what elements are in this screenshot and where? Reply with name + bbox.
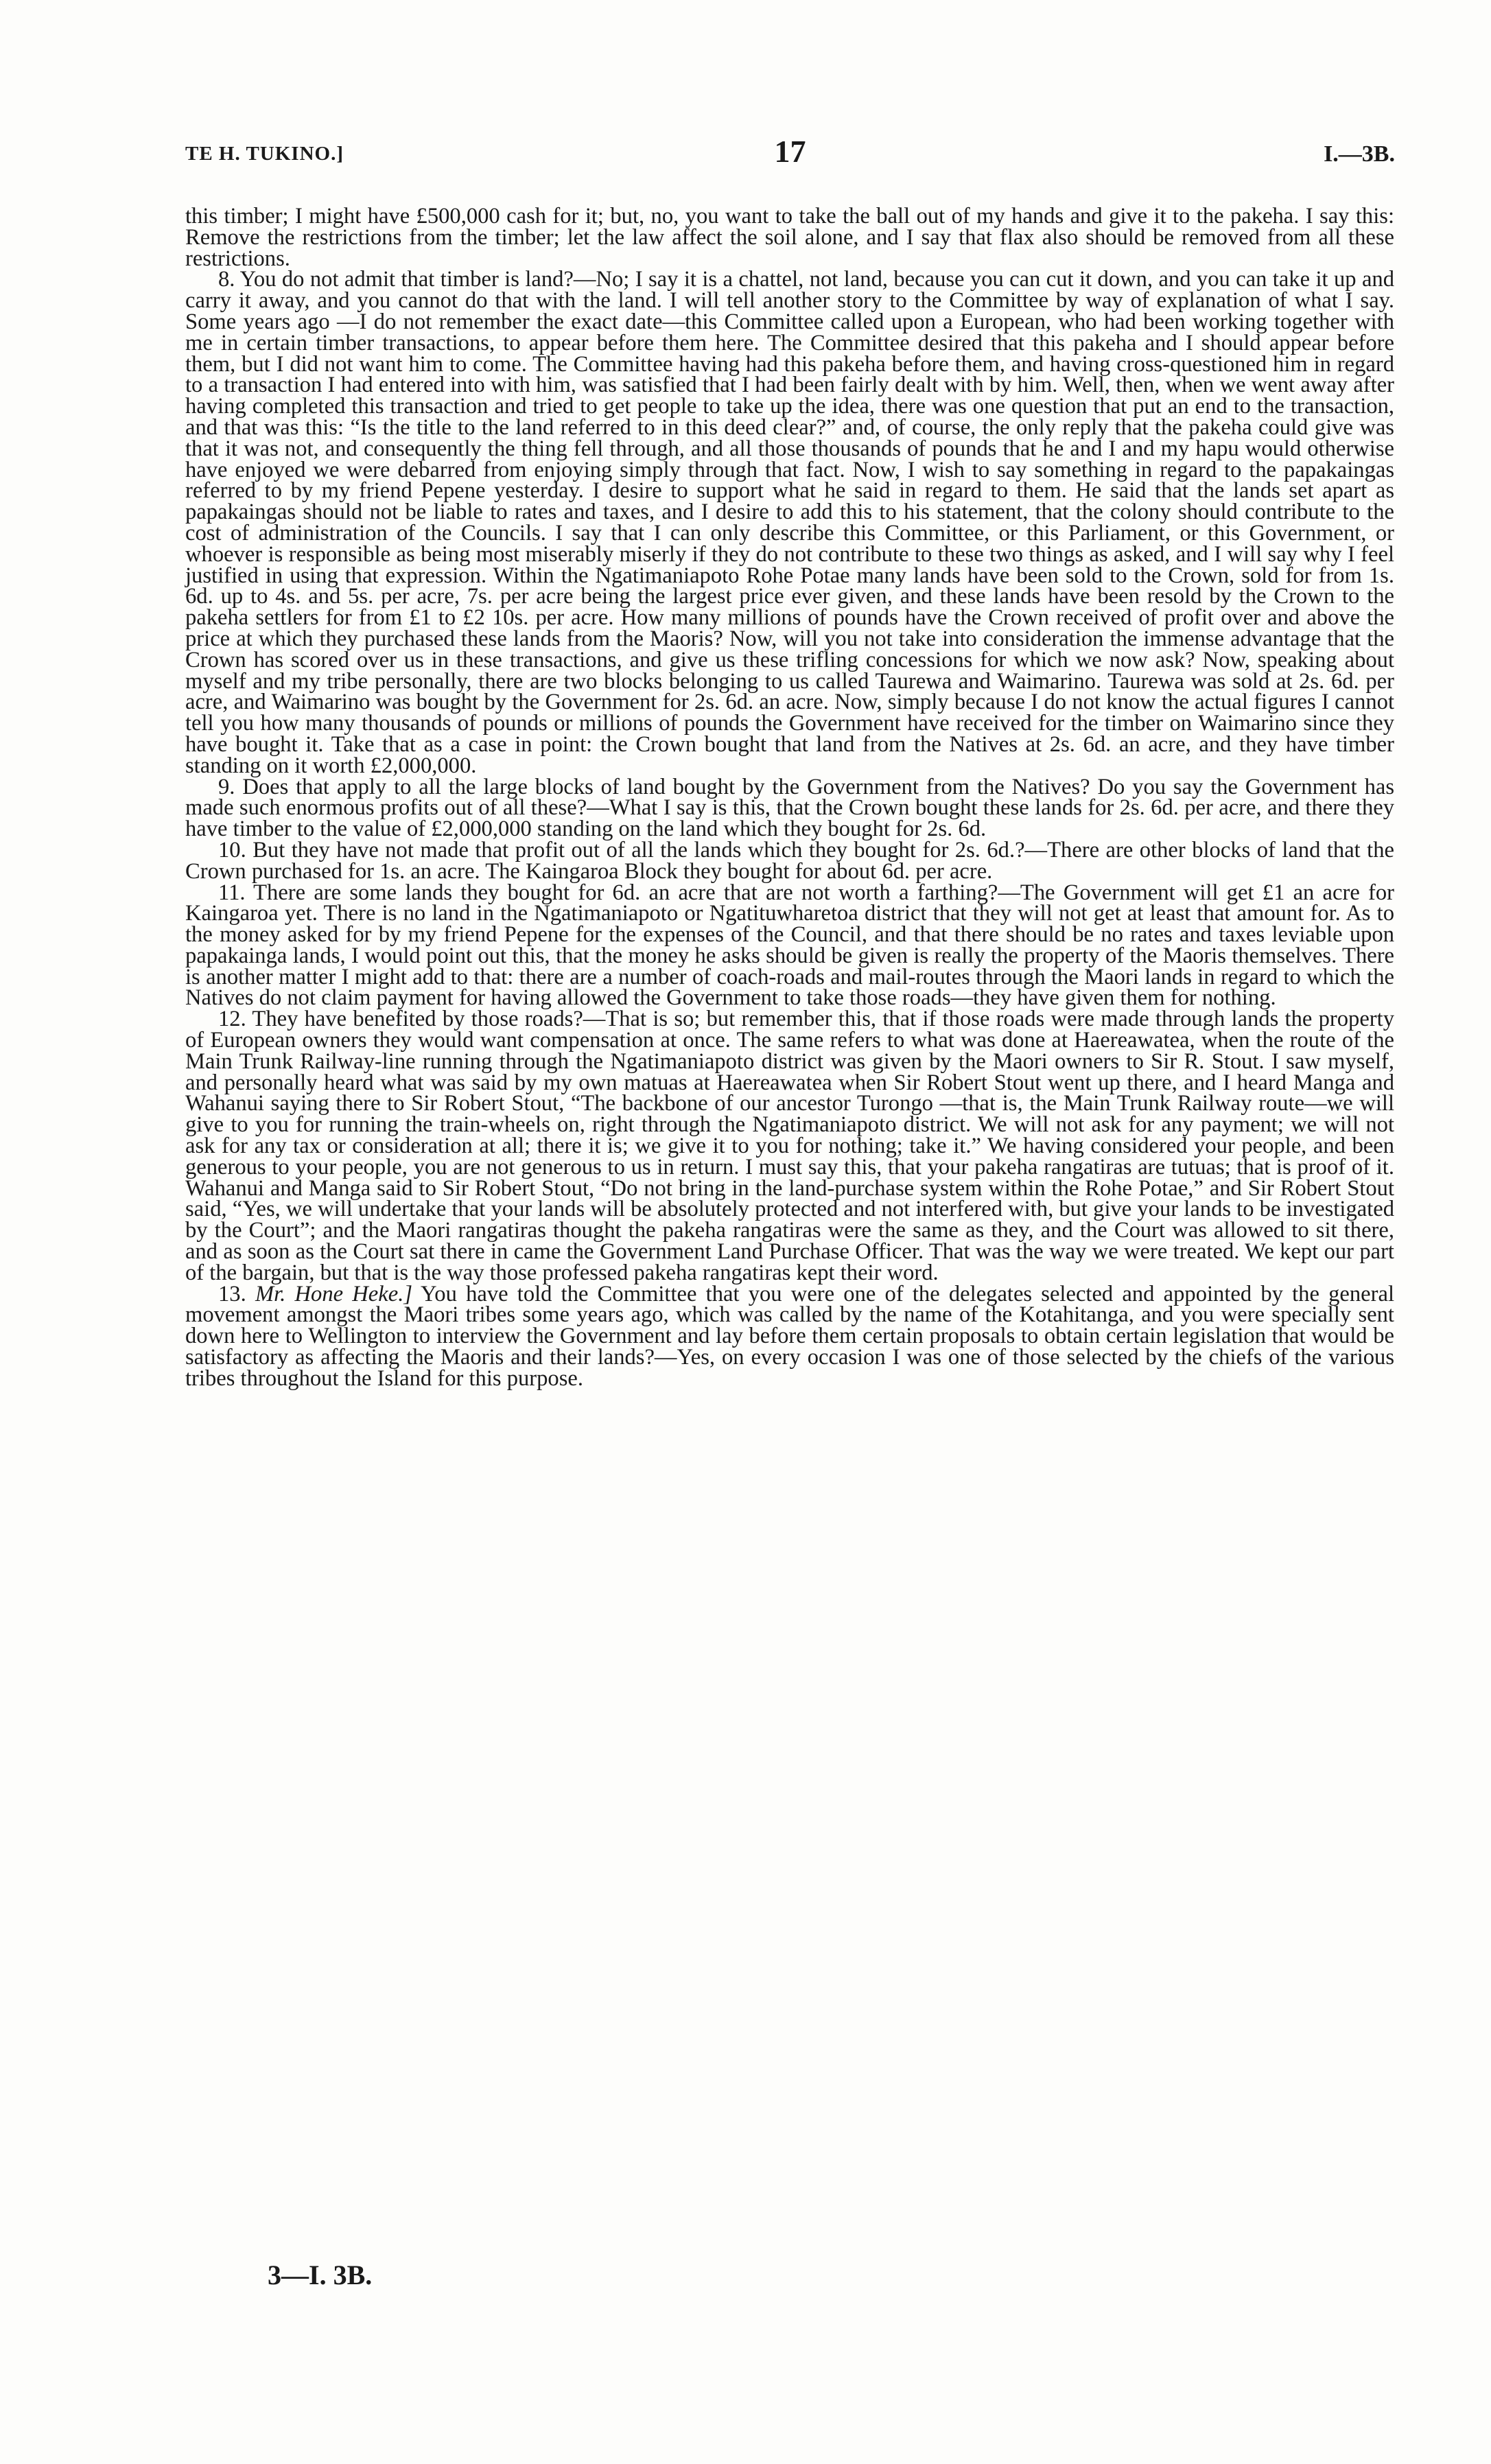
paragraph-text: You have told the Committee that you were one of the delegates selected and appointed by the general movement amongst the Maori tribes some years ago, which was called by the name of the Kotahitanga, and you were specially sent down here to Wellington to interview the Government and lay before them certain proposals to obtain certain legislation that would be satisfactory as affecting the Maoris and their lands?—Yes, on every occasion I was one of those selected by the chiefs of the various tribes throughout the Island for this purpose. [185, 1281, 1394, 1391]
question-13 [185, 1281, 1394, 1391]
page-header [185, 134, 1395, 178]
page-number: 17 [774, 134, 806, 169]
question-number: 9. [218, 774, 235, 799]
header-witness-name: TE H. TUKINO.] [185, 143, 344, 165]
paragraph-continuation [185, 206, 1394, 269]
question-8 [185, 269, 1394, 776]
question-number: 10. [218, 837, 246, 863]
question-number: 12. [218, 1007, 246, 1032]
paragraph-text: There are some lands they bought for 6d. an acre that are not worth a farthing?—The Government will get £1 an acre for Kaingaroa yet. There is no land in the Ngatimaniapoto or Ngatituwharetoa district that they will not get at least that amount for. As to the money asked for by my friend Pepene for the expenses of the Council, and that there should be no rates and taxes leviable upon papakainga lands, I would point out this, that the money he asks should be given is really the property of the Maoris themselves. There is another matter I might add to that: there are a number of coach-roads and mail-routes through the Maori lands in regard to which the Natives do not claim payment for having allowed the Government to take those roads—they have given them for nothing. [185, 880, 1394, 1011]
question-number: 11. [218, 880, 246, 905]
question-number: 8. [218, 267, 235, 292]
paragraph-text: Does that apply to all the large blocks of land bought by the Government from the Natives? Do you say the Government has made such enormous profits out of all these?—What I say is this, that the Crown bought these lands for 2s. 6d. per acre, and there they have timber to the value of £2,000,000 standing on the land which they bought for 2s. 6d. [185, 774, 1394, 842]
paragraph-text: this timber; I might have £500,000 cash for it; but, no, you want to take the ball out of my hands and give it to the pakeha. I say this: Remove the restrictions from the timber; let the law affect the soil alone, and I say that flax also should be removed from all these restrictions. [185, 204, 1394, 271]
question-number: 13. [218, 1281, 246, 1306]
paragraph-text: You do not admit that timber is land?—No; I say it is a chattel, not land, because you can cut it down, and you can take it up and carry it away, and you cannot do that with the land. I will tell another story to the Committee by way of explanation of what I say. Some years ago —I do not remember the exact date—this Committee called upon a European, who had been working together with me in certain timber transactions, to appear before them here. The Committee desired that this pakeha and I should appear before them, but I did not want him to come. The Committee having had this pakeha before them, and having cross-questioned him in regard to a transaction I had entered into with him, was satisfied that I had been fairly dealt with by him. Well, then, when we went away after having completed this transaction and tried to get people to take up the idea, there was one question that put an end to the transaction, and that was this: “Is the title to the land referred to in this deed clear?” and, of course, the only reply that the pakeha could give was that it was not, and consequently the thing fell through, and all those thousands of pounds that he and I and my hapu would otherwise have enjoyed we were debarred from enjoying simply through that fact. Now, I wish to say something in regard to the papakaingas referred to by my friend Pepene yesterday. I desire to support what he said in regard to them. He said that the lands set apart as papakaingas should not be liable to rates and taxes, and I desire to add this to his statement, that the colony should contribute to the cost of administration of the Councils. I say that I can only describe this Committee, or this Parliament, or this Government, or whoever is responsible as being most miserably miserly if they do not contribute to these two things as asked, and I will say why I feel justified in using that expression. Within the Ngatimaniapoto Rohe Potae many lands have been sold to the Crown, sold for from 1s. 6d. up to 4s. and 5s. per acre, 7s. per acre being the largest price ever given, and these lands have been resold by the Crown to the pakeha settlers for from £1 to £2 10s. per acre. How many millions of pounds have the Crown received of profit over and above the price at which they purchased these lands from the Maoris? Now, will you not take into consideration the immense advantage that the Crown has scored over us in these transactions, and give us these trifling concessions for which we now ask? Now, speaking about myself and my tribe personally, there are two blocks belonging to us called Taurewa and Waimarino. Taurewa was sold at 2s. 6d. per acre, and Waimarino was bought by the Government for 2s. 6d. an acre. Now, simply because I do not know the actual figures I cannot tell you how many thousands of pounds or millions of pounds the Government have received for the timber on Waimarino since they have bought it. Take that as a case in point: the Crown bought that land from the Natives at 2s. 6d. an acre, and they have timber standing on it worth £2,000,000. [185, 267, 1394, 778]
speaker-name: Mr. Hone Heke.] [255, 1281, 413, 1306]
paragraph-text: They have benefited by those roads?—That is so; but remember this, that if those roads were made through lands the property of European owners they would want compensation at once. The same refers to what was done at Haereawatea, when the route of the Main Trunk Railway-line running through the Ngatimaniapoto district was given by the Maori owners to Sir R. Stout. I saw myself, and personally heard what was said by my own matuas at Haereawatea when Sir Robert Stout went up there, and I heard Manga and Wahanui saying there to Sir Robert Stout, “The backbone of our ancestor Turongo —that is, the Main Trunk Railway route—we will give to you for running the train-wheels on, right through the Ngatimaniapoto district. We will not ask for any payment; we will not ask for any tax or consideration at all; there it is; we give it to you for nothing; take it.” We having considered your people, and been generous to your people, you are not generous to us in return. I must say this, that your pakeha rangatiras are tutuas; that is proof of it. Wahanui and Manga said to Sir Robert Stout, “Do not bring in the land-purchase system within the Rohe Potae,” and Sir Robert Stout said, “Yes, we will undertake that your lands will be absolutely protected and not interfered with, but give your lands to be investigated by the Court”; and the Maori rangatiras thought the pakeha rangatiras were the same as they, and the Court was allowed to sit there, and as soon as the Court sat there in came the Government Land Purchase Officer. That was the way we were treated. We kept our part of the bargain, but that is the way those professed pakeha rangatiras kept their word. [185, 1007, 1394, 1285]
paragraph-text: But they have not made that profit out of all the lands which they bought for 2s. 6d.?—There are other blocks of land that the Crown purchased for 1s. an acre. The Kaingaroa Block they bought for about 6d. per acre. [185, 837, 1394, 884]
question-12 [185, 1009, 1394, 1283]
question-11 [185, 882, 1394, 1009]
header-paper-reference: I.—3B. [1324, 141, 1395, 167]
signature-mark: 3—I. 3B. [268, 2260, 373, 2290]
question-9 [185, 774, 1394, 842]
body-text [185, 206, 1394, 1389]
question-10 [185, 837, 1394, 884]
